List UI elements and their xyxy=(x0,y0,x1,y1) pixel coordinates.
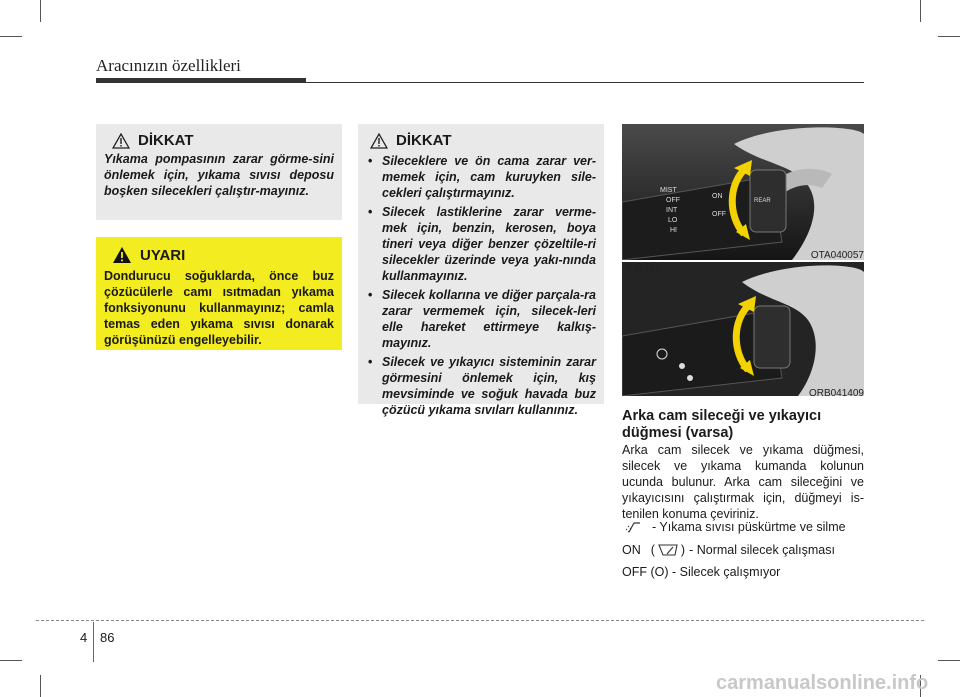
figure-a-code: OTA040057 xyxy=(810,250,864,261)
caution-box-2 xyxy=(358,124,604,417)
caution-list-item: • Silecek lastiklerine zarar verme-mek için, benzin, kerosen, boya tineri veya diğer benzer çözeltile-ri silecekler üzerinde veya yakı-nında kullanmayınız. xyxy=(364,204,596,284)
rear-wiper-icon xyxy=(657,543,679,557)
off-row: OFF (O) - Silecek çalışmıyor xyxy=(622,565,781,579)
crop-mark xyxy=(938,36,960,37)
on-text: - Normal silecek çalışması xyxy=(689,543,835,557)
figure-b-image xyxy=(622,262,864,396)
on-prefix: ON xyxy=(622,543,641,557)
watermark: carmanualsonline.info xyxy=(716,672,929,694)
caution-box-1 xyxy=(96,124,342,220)
crop-mark xyxy=(0,36,22,37)
caution-list xyxy=(358,153,604,418)
header-rule xyxy=(96,82,864,83)
warning-heading: UYARI xyxy=(140,246,186,264)
switch-label: OFF xyxy=(666,197,680,204)
chapter-number: 4 xyxy=(80,630,88,645)
caution-list-item: • Silecek kollarına ve diğer parçala-ra zarar vermemek için, silecek-leri elle hareket ettirmeye kalkış-mayınız. xyxy=(364,287,596,351)
wiper-switch-a-illustration xyxy=(622,124,864,260)
warning-triangle-icon xyxy=(112,246,132,264)
crop-mark xyxy=(0,660,22,661)
warning-body: Dondurucu soğuklarda, önce buz çözücülerle camı ısıtmadan yıkama fonksiyonunu kullanmayınız; camla temas eden yıkama sıvısı donarak görüşünüzü engelleyebilir. xyxy=(104,269,334,347)
switch-label: MIST xyxy=(660,187,677,194)
caution-body: Yıkama pompasının zarar görme-sini önlemek için, yıkama sıvısı deposu boşken silecekleri çalıştır-mayınız. xyxy=(104,152,334,198)
figure-b-code: ORB041409 xyxy=(808,388,864,399)
footer-divider xyxy=(93,622,94,662)
footer-dash xyxy=(36,620,924,621)
switch-label: INT xyxy=(666,207,678,214)
switch-label: HI xyxy=(670,227,677,234)
figure-b-label: ■ B Tipi xyxy=(626,262,660,273)
warning-triangle-icon xyxy=(370,133,388,149)
section-paragraph: Arka cam silecek ve yıkama düğmesi, silecek ve yıkama kumanda kolunun ucunda bulunur. Arka cam sileceğini ve yıkayıcısını çalıştırmak için, düğmeyi is-tenilen konuma çeviriniz. xyxy=(622,443,864,521)
wash-row xyxy=(622,519,846,535)
caution-list-item: • Sileceklere ve ön cama zarar ver-memek için, cam kuruyken sile-cekleri çalıştırmayınız. xyxy=(364,153,596,201)
section-title: Arka cam sileceği ve yıkayıcı düğmesi (varsa) xyxy=(622,408,822,441)
warning-triangle-icon xyxy=(112,133,130,149)
caution-list-item: • Silecek ve yıkayıcı sisteminin zarar görmesini önlemek için, kış mevsiminde ve soğuk havada buz çözücü yıkama sıvıları kullanınız. xyxy=(364,354,596,418)
page-number: 86 xyxy=(100,630,115,645)
wiper-switch-b-illustration xyxy=(622,262,864,396)
caution-heading: DİKKAT xyxy=(396,132,452,149)
switch-label: LO xyxy=(668,217,678,224)
washer-spray-icon xyxy=(626,520,648,534)
warning-box xyxy=(96,237,342,350)
crop-mark xyxy=(40,675,41,697)
switch-label: OFF xyxy=(712,211,726,218)
caution-heading: DİKKAT xyxy=(138,132,194,149)
figure-a-image xyxy=(622,124,864,260)
switch-label: REAR xyxy=(754,198,771,204)
on-row: ON ( ) - Normal silecek çalışması xyxy=(622,543,835,557)
wash-text: - Yıkama sıvısı püskürtme ve silme xyxy=(652,520,846,534)
switch-label: ON xyxy=(712,193,723,200)
crop-mark xyxy=(40,0,41,22)
page-header-title: Aracınızın özellikleri xyxy=(96,56,241,75)
crop-mark xyxy=(938,660,960,661)
crop-mark xyxy=(920,0,921,22)
